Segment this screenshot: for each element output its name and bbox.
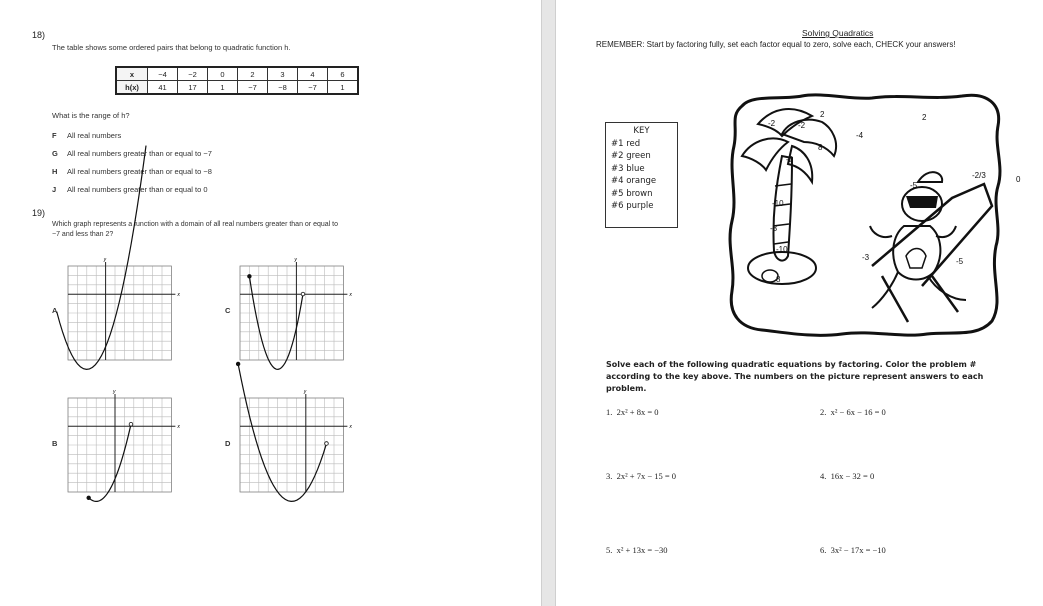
choice-letter: H — [52, 167, 58, 176]
choice-text[interactable]: All real numbers greater than or equal to −8 — [67, 167, 212, 176]
problem-number: 6. — [820, 545, 827, 555]
endpoint-dot — [129, 422, 133, 426]
problem-5 — [606, 545, 668, 555]
picture-number: -3 — [770, 224, 778, 233]
picture-number: 2 — [820, 110, 825, 119]
key-item: #1 red — [611, 138, 641, 149]
y-axis-label: y — [294, 257, 297, 263]
table-cell: −2 — [178, 67, 208, 81]
problem-equation: 2x² + 7x − 15 = 0 — [616, 471, 677, 481]
key-item: #2 green — [611, 151, 651, 161]
choice-text[interactable]: All real numbers — [67, 131, 122, 140]
choice-text[interactable]: All real numbers greater than or equal to 0 — [67, 185, 208, 194]
instructions-line2: according to the key above. The numbers on the picture represent answers to each — [606, 372, 984, 381]
picture-number: -5 — [956, 257, 964, 266]
table-row — [116, 67, 358, 81]
table-row — [116, 81, 358, 95]
function-curve — [249, 276, 303, 369]
problem-number: 5. — [606, 545, 613, 555]
problem-equation: x² + 13x = −30 — [616, 545, 668, 555]
problem-2 — [820, 407, 886, 417]
function-curve — [238, 364, 326, 501]
picture-number: -2 — [786, 155, 794, 164]
worksheet-title: Solving Quadratics — [802, 28, 874, 38]
key-title: KEY — [633, 126, 650, 136]
table-cell: −7 — [298, 81, 328, 95]
question-18-number: 18) — [32, 30, 46, 40]
graph-letter-a: A — [52, 306, 58, 315]
problem-1 — [606, 407, 659, 417]
table-header-x: x — [116, 67, 148, 81]
instructions-line3: problem. — [606, 384, 647, 393]
graph-letter-d: D — [225, 439, 231, 448]
table-cell: 4 — [298, 67, 328, 81]
picture-number: -3 — [862, 253, 870, 262]
graph-grid — [68, 266, 171, 360]
table-cell: 17 — [178, 81, 208, 95]
picture-number: -2 — [798, 121, 806, 130]
question-19-number: 19) — [32, 208, 46, 218]
picture-number: 8 — [776, 275, 781, 284]
problem-3 — [606, 471, 676, 481]
problem-equation: 16x − 32 = 0 — [830, 471, 875, 481]
key-item: #5 brown — [611, 188, 653, 199]
problem-number: 3. — [606, 471, 613, 481]
table-cell: 0 — [208, 67, 238, 81]
graph-b[interactable] — [62, 390, 182, 500]
problem-equation: 2x² + 8x = 0 — [616, 407, 659, 417]
table-cell: 1 — [208, 81, 238, 95]
picture-number: -2 — [768, 119, 776, 128]
question-18-prompt: The table shows some ordered pairs that belong to quadratic function h. — [52, 43, 291, 52]
endpoint-dot — [87, 496, 91, 500]
table-cell: −8 — [268, 81, 298, 95]
problem-equation: x² − 6x − 16 = 0 — [830, 407, 886, 417]
x-axis-label: x — [349, 424, 352, 431]
question-18-question: What is the range of h? — [52, 111, 130, 120]
graph-grid — [68, 398, 171, 492]
right-page — [556, 0, 1043, 606]
problem-equation: 3x² − 17x = −10 — [830, 545, 886, 555]
picture-number: -10 — [776, 245, 788, 254]
picture-number: 0 — [1016, 175, 1021, 184]
choice-text[interactable]: All real numbers greater than or equal to −7 — [67, 149, 212, 158]
table-header-hx: h(x) — [116, 81, 148, 95]
reminder-text: REMEMBER: Start by factoring fully, set each factor equal to zero, solve each, CHECK your answers! — [596, 40, 956, 49]
graph-d[interactable] — [234, 390, 354, 500]
choice-letter: G — [52, 149, 58, 158]
picture-number: -2/3 — [972, 171, 986, 180]
y-axis-label: y — [103, 257, 107, 263]
page-gutter — [541, 0, 556, 606]
x-axis-label: x — [177, 424, 180, 431]
table-cell: −7 — [238, 81, 268, 95]
picture-number: -4 — [856, 131, 864, 140]
x-axis-label: x — [349, 292, 352, 299]
question-19-prompt-line2: −7 and less than 2? — [52, 231, 114, 238]
color-key — [605, 122, 678, 228]
key-item: #3 blue — [611, 163, 645, 174]
table-cell: 3 — [268, 67, 298, 81]
problem-4 — [820, 471, 874, 481]
picture-number: -10 — [772, 199, 784, 208]
instructions-line1: Solve each of the following quadratic equations by factoring. Color the problem # — [606, 360, 977, 369]
y-axis-label: y — [303, 389, 307, 395]
endpoint-dot — [248, 275, 252, 279]
table-cell: −4 — [148, 67, 178, 81]
key-item: #4 orange — [611, 176, 657, 186]
y-axis-label: y — [113, 389, 116, 395]
table-cell: 1 — [328, 81, 359, 95]
graph-c[interactable] — [234, 258, 354, 364]
choice-letter: F — [52, 131, 57, 140]
beach-coloring-picture — [722, 86, 1021, 342]
problem-number: 1. — [606, 407, 613, 417]
picture-number: 8 — [818, 143, 823, 152]
problem-6 — [820, 545, 886, 555]
key-item: #6 purple — [611, 201, 654, 211]
endpoint-dot — [301, 292, 305, 296]
table-cell: 2 — [238, 67, 268, 81]
problem-number: 4. — [820, 471, 827, 481]
graph-a[interactable] — [62, 258, 182, 364]
graph-letter-b: B — [52, 439, 58, 448]
picture-number: 2 — [922, 113, 927, 122]
question-19-prompt-line1: Which graph represents a function with a domain of all real numbers greater than or equal to — [52, 221, 338, 228]
ordered-pairs-table — [115, 66, 359, 95]
table-cell: 41 — [148, 81, 178, 95]
graph-letter-c: C — [225, 306, 231, 315]
endpoint-dot — [236, 362, 240, 366]
function-curve — [57, 146, 146, 370]
picture-number: -5 — [910, 181, 918, 190]
x-axis-label: x — [177, 292, 180, 299]
table-cell: 6 — [328, 67, 359, 81]
choice-letter: J — [52, 185, 57, 194]
endpoint-dot — [325, 442, 329, 446]
problem-number: 2. — [820, 407, 827, 417]
